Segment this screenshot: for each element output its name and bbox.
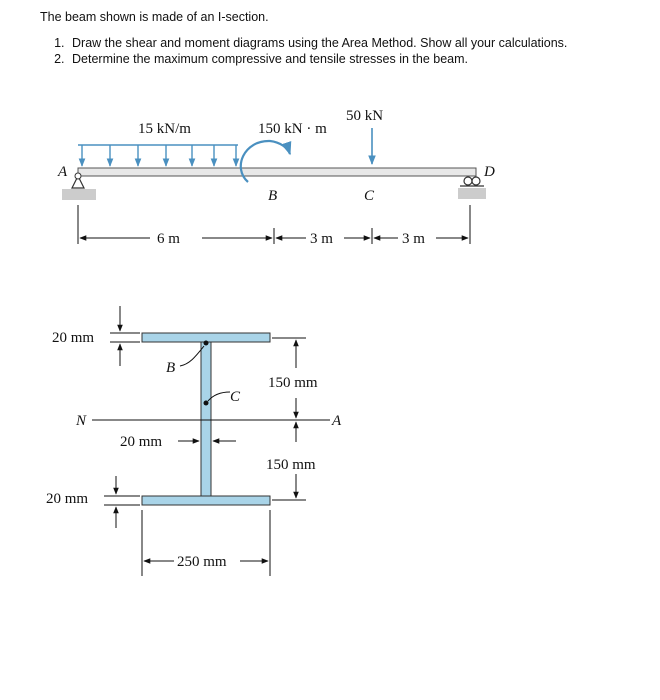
task-item-2: 2. Determine the maximum compressive and tensile stresses in the beam. bbox=[68, 52, 640, 66]
task-item-1: 1. Draw the shear and moment diagrams using the Area Method. Show all your calculations. bbox=[68, 36, 640, 50]
problem-intro: The beam shown is made of an I-section. bbox=[40, 10, 269, 24]
point-b-leader bbox=[180, 346, 204, 366]
support-a-label: A bbox=[58, 164, 68, 180]
bottom-flange-dim bbox=[104, 476, 140, 528]
neutral-axis-n-label: N bbox=[76, 413, 87, 429]
web bbox=[201, 342, 211, 496]
top-flange-dim bbox=[110, 306, 140, 366]
section-c-label: C bbox=[230, 389, 241, 405]
support-d-label: D bbox=[484, 164, 495, 180]
lower-height-label: 150 mm bbox=[266, 457, 316, 473]
moment-label: 150 kN · m bbox=[258, 121, 327, 137]
point-c-label: C bbox=[364, 188, 375, 204]
span-1-label: 6 m bbox=[157, 231, 180, 247]
web-thickness-label: 20 mm bbox=[120, 434, 163, 450]
bottom-flange-thickness-label: 20 mm bbox=[46, 491, 89, 507]
upper-height-label: 150 mm bbox=[268, 375, 318, 391]
distributed-load-label: 15 kN/m bbox=[138, 121, 191, 137]
i-section bbox=[46, 306, 342, 576]
neutral-axis-a-label: A bbox=[332, 413, 342, 429]
flange-width-label: 250 mm bbox=[177, 554, 227, 570]
point-b-label: B bbox=[268, 188, 278, 204]
point-b-dot bbox=[204, 341, 209, 346]
roller-support-d bbox=[458, 177, 486, 199]
point-load-label: 50 kN bbox=[346, 108, 384, 124]
beam bbox=[78, 168, 476, 176]
span-2-label: 3 m bbox=[310, 231, 333, 247]
section-b-label: B bbox=[166, 360, 176, 376]
distributed-load bbox=[78, 145, 238, 166]
point-c-dot bbox=[204, 401, 209, 406]
span-3-label: 3 m bbox=[402, 231, 425, 247]
height-dims bbox=[272, 338, 306, 500]
bottom-flange bbox=[142, 496, 270, 505]
top-flange-thickness-label: 20 mm bbox=[52, 330, 95, 346]
beam-diagram bbox=[57, 108, 495, 247]
